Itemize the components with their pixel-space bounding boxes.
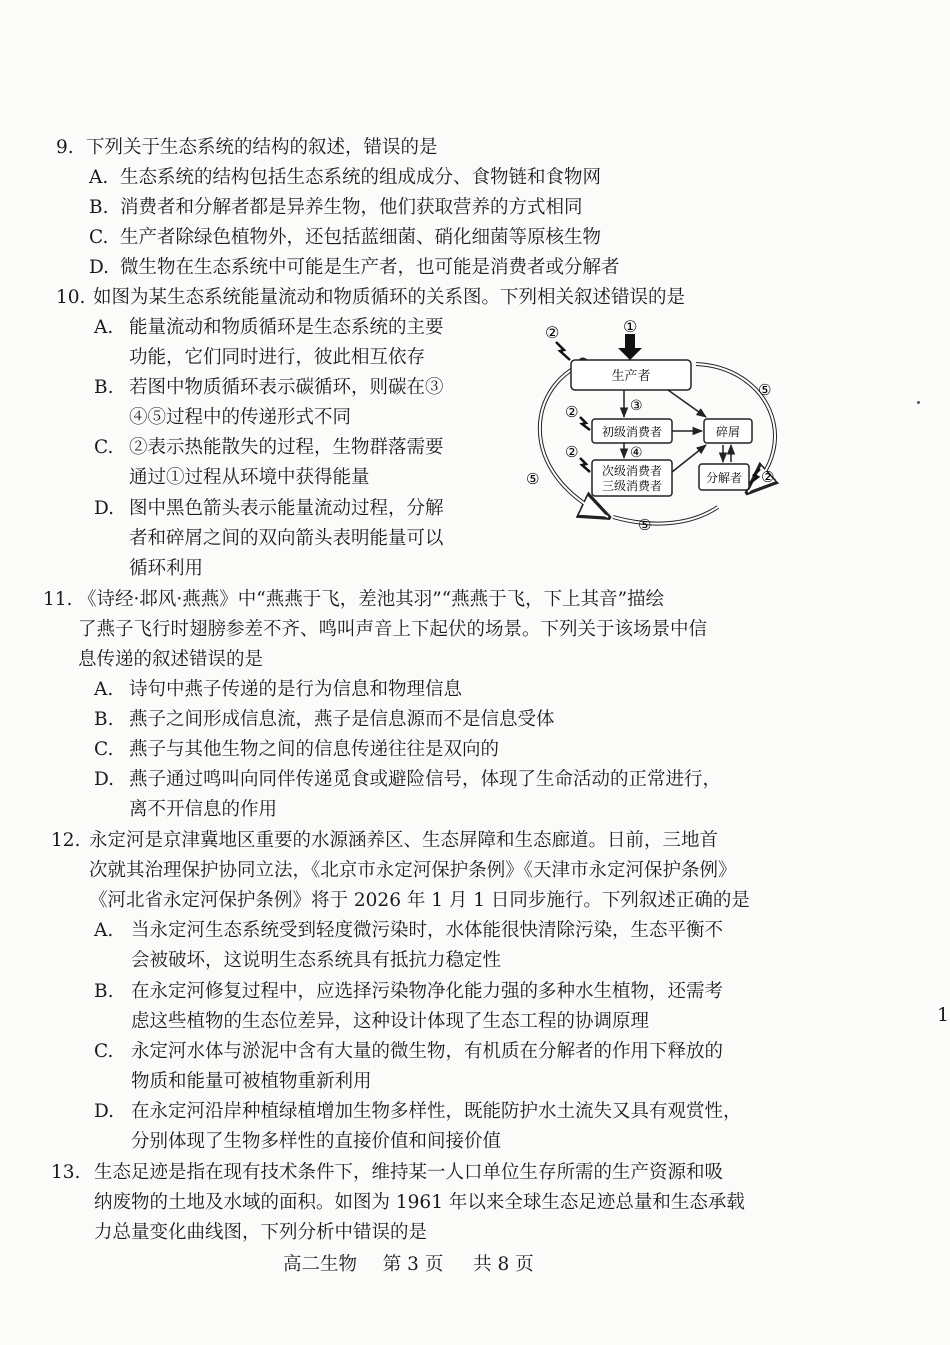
- option-text-cont: 虑这些植物的生态位差异，这种设计体现了生态工程的协调原理: [131, 1011, 650, 1032]
- option-text-cont: 循环利用: [129, 558, 204, 579]
- question-stem-line: 力总量变化曲线图，下列分析中错误的是: [94, 1222, 428, 1243]
- option-text: 燕子之间形成信息流，燕子是信息源而不是信息受体: [129, 709, 555, 730]
- footer-total: 共 8 页: [473, 1254, 534, 1275]
- option-label: B.: [94, 981, 114, 1002]
- option-label: D.: [94, 1101, 115, 1122]
- option-text: 燕子与其他生物之间的信息传递往往是双向的: [129, 739, 500, 760]
- option-text-cont: 通过①过程从环境中获得能量: [129, 467, 370, 488]
- option-label: B.: [89, 197, 109, 218]
- marker-5-right: ⑤: [758, 381, 772, 399]
- option-label: C.: [94, 437, 114, 458]
- question-number: 13.: [51, 1162, 81, 1183]
- option-text: 图中黑色箭头表示能量流动过程，分解: [129, 498, 444, 519]
- option-label: A.: [94, 920, 114, 941]
- question-stem-line: 次就其治理保护协同立法，《北京市永定河保护条例》《天津市永定河保护条例》: [89, 860, 737, 881]
- option-text: 诗句中燕子传递的是行为信息和物理信息: [129, 679, 463, 700]
- primary-consumer-label: 初级消费者: [601, 425, 663, 439]
- marker-2-secondary: ②: [565, 443, 579, 461]
- question-stem-line: 《河北省永定河保护条例》将于 2026 年 1 月 1 日同步施行。下列叙述正确的是: [89, 890, 750, 911]
- marker-5-left: ⑤: [526, 470, 540, 488]
- option-text: 微生物在生态系统中可能是生产者，也可能是消费者或分解者: [120, 257, 620, 278]
- option-text: 当永定河生态系统受到轻度微污染时，水体能很快清除污染，生态平衡不: [131, 920, 724, 941]
- option-label: B.: [94, 377, 114, 398]
- marker-2-primary: ②: [565, 403, 579, 421]
- secondary-consumer-label: 次级消费者: [601, 464, 663, 478]
- scan-speck: [917, 401, 920, 404]
- marker-4: ④: [630, 445, 643, 461]
- energy-matter-cycle-diagram: [518, 312, 803, 537]
- tertiary-consumer-label: 三级消费者: [601, 479, 663, 493]
- question-stem-line: 纳废物的土地及水域的面积。如图为 1961 年以来全球生态足迹总量和生态承载: [94, 1192, 745, 1213]
- option-label: A.: [94, 317, 114, 338]
- option-label: D.: [94, 498, 115, 519]
- option-text-cont: 会被破坏，这说明生态系统具有抵抗力稳定性: [131, 950, 502, 971]
- option-label: D.: [94, 769, 115, 790]
- option-text-cont: 功能，它们同时进行，彼此相互依存: [129, 347, 426, 368]
- option-label: C.: [94, 739, 114, 760]
- option-text: 在永定河修复过程中，应选择污染物净化能力强的多种水生植物，还需考: [131, 981, 724, 1002]
- option-text-cont: 者和碎屑之间的双向箭头表明能量可以: [129, 528, 444, 549]
- page-footer: [283, 1250, 534, 1276]
- marker-2-top: ②: [545, 323, 560, 342]
- question-stem-line: 下列关于生态系统的结构的叙述，错误的是: [86, 137, 438, 158]
- option-label: A.: [89, 167, 109, 188]
- question-number: 10.: [56, 287, 86, 308]
- option-label: C.: [89, 227, 109, 248]
- option-text-cont: 离不开信息的作用: [129, 799, 278, 820]
- question-number: 9.: [56, 137, 74, 158]
- question-number: 12.: [51, 830, 81, 851]
- marker-3: ③: [630, 398, 643, 414]
- option-label: B.: [94, 709, 114, 730]
- option-text-cont: 分别体现了生物多样性的直接价值和间接价值: [131, 1131, 502, 1152]
- option-text-cont: ④⑤过程中的传递形式不同: [129, 407, 352, 428]
- question-stem-line: 息传递的叙述错误的是: [78, 649, 264, 670]
- option-label: A.: [94, 679, 114, 700]
- option-text: ②表示热能散失的过程，生物群落需要: [129, 437, 444, 458]
- decomposer-label: 分解者: [705, 471, 743, 485]
- detritus-label: 碎屑: [715, 425, 741, 439]
- marker-1: ①: [623, 317, 638, 336]
- marker-2-decomposer: ②: [761, 468, 775, 486]
- question-number: 11.: [43, 589, 73, 610]
- option-text: 若图中物质循环表示碳循环，则碳在③: [129, 377, 444, 398]
- question-stem-line: 《诗经·邶风·燕燕》中“燕燕于飞，差池其羽”“燕燕于飞，下上其音”描绘: [78, 589, 665, 610]
- option-label: C.: [94, 1041, 114, 1062]
- footer-subject: 高二生物: [283, 1254, 358, 1275]
- question-stem-line: 如图为某生态系统能量流动和物质循环的关系图。下列相关叙述错误的是: [93, 287, 686, 308]
- option-label: D.: [89, 257, 110, 278]
- option-text: 消费者和分解者都是异养生物，他们获取营养的方式相同: [120, 197, 583, 218]
- footer-page: 第 3 页: [382, 1254, 444, 1275]
- option-text-cont: 物质和能量可被植物重新利用: [131, 1071, 372, 1092]
- option-text: 能量流动和物质循环是生态系统的主要: [129, 317, 444, 338]
- question-stem-line: 了燕子飞行时翅膀参差不齐、鸣叫声音上下起伏的场景。下列关于该场景中信: [78, 619, 708, 640]
- option-text: 永定河水体与淤泥中含有大量的微生物，有机质在分解者的作用下释放的: [131, 1041, 724, 1062]
- producer-label: 生产者: [611, 369, 651, 384]
- option-text: 燕子通过鸣叫向同伴传递觅食或避险信号，体现了生命活动的正常进行，: [129, 769, 722, 790]
- marker-5-bottom: ⑤: [638, 516, 652, 534]
- question-stem-line: 永定河是京津冀地区重要的水源涵养区、生态屏障和生态廊道。日前，三地首: [89, 830, 719, 851]
- option-text: 在永定河沿岸种植绿植增加生物多样性，既能防护水土流失又具有观赏性，: [131, 1101, 742, 1122]
- question-stem-line: 生态足迹是指在现有技术条件下，维持某一人口单位生存所需的生产资源和吸: [94, 1162, 724, 1183]
- option-text: 生态系统的结构包括生态系统的组成成分、食物链和食物网: [120, 167, 602, 188]
- option-text: 生产者除绿色植物外，还包括蓝细菌、硝化细菌等原核生物: [120, 227, 602, 248]
- margin-mark: 1: [937, 1004, 950, 1026]
